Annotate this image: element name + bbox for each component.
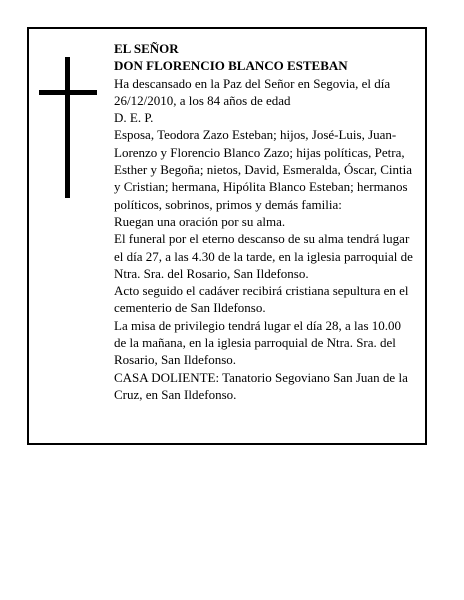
burial-details: Acto seguido el cadáver recibirá cristiana sepultura en el cementerio de San Ildefonso. [114,283,409,316]
mass-details: La misa de privilegio tendrá lugar el día 28, a las 10.00 de la mañana, en la iglesia parroquial de Ntra. Sra. del Rosario, San Ildefonso. [114,317,401,368]
cross-icon [39,57,99,198]
obituary-notice [27,27,427,445]
mourning-house: CASA DOLIENTE: Tanatorio Segoviano San Juan de la Cruz, en San Ildefonso. [114,369,408,402]
rip-abbreviation: D. E. P. [114,110,154,126]
funeral-details: El funeral por el eterno descanso de su alma tendrá lugar el día 27, a las 4.30 de la tarde, en la iglesia parroquial de Ntra. Sra. del Rosario, San Ildefonso. [114,231,413,281]
deceased-name: DON FLORENCIO BLANCO ESTEBAN [114,58,348,74]
heading-title: EL SEÑOR [114,41,179,56]
notice-text [114,40,416,403]
passing-statement: Ha descansado en la Paz del Señor en Segovia, el día 26/12/2010, a los 84 años de edad [114,75,391,108]
cross-horizontal-bar [39,90,97,95]
family-list: Esposa, Teodora Zazo Esteban; hijos, José-Luis, Juan-Lorenzo y Florencio Blanco Zazo; hijas políticas, Petra, Esther y Begoña; nietos, David, Esmeralda, Óscar, Cintia y Cristian; hermana, Hipólita Blanco Esteban; hermanos políticos, sobrinos, primos y demás familia: [114,127,413,212]
cross-vertical-bar [65,57,70,198]
prayer-request: Ruegan una oración por su alma. [114,213,286,229]
